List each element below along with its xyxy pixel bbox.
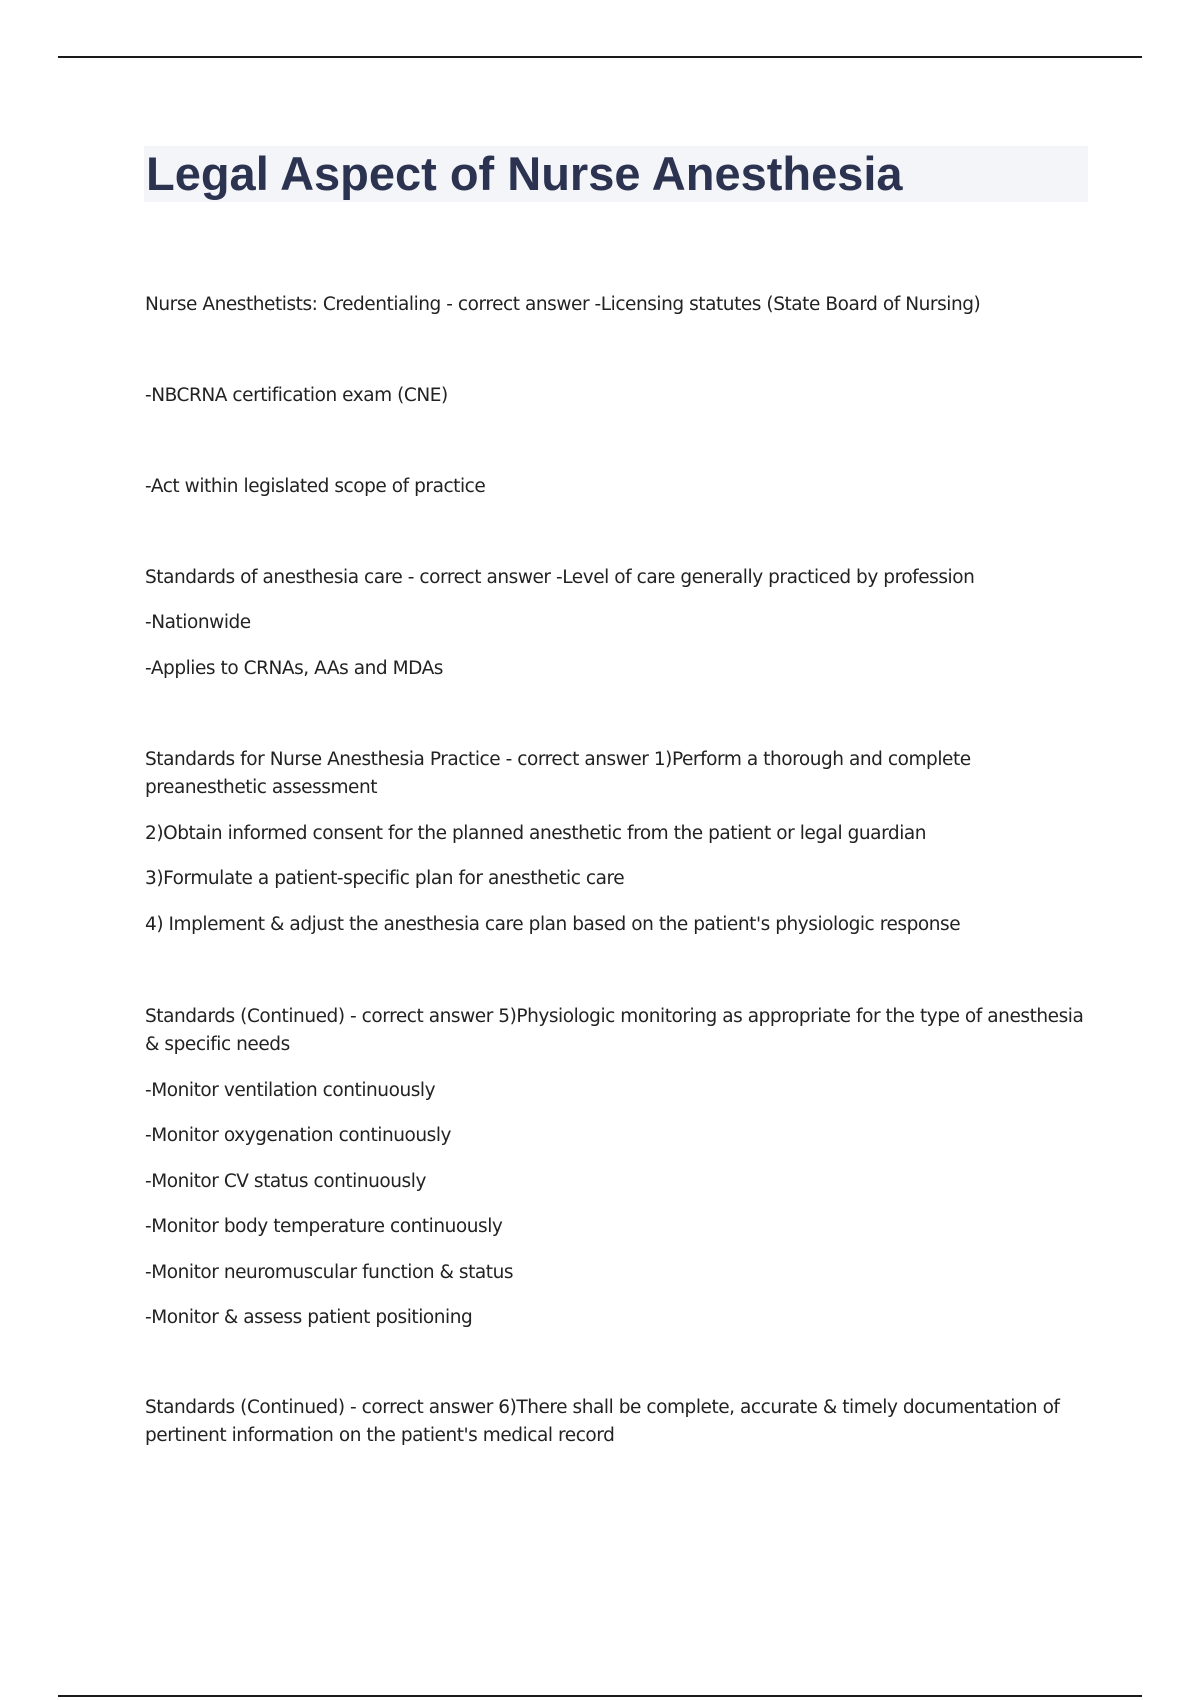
paragraph-monitor-temperature: -Monitor body temperature continuously bbox=[145, 1216, 503, 1237]
paragraph-practice-standard-2: 2)Obtain informed consent for the planned anesthetic from the patient or legal guardian bbox=[145, 823, 927, 844]
paragraph-scope-of-practice: -Act within legislated scope of practice bbox=[145, 476, 486, 497]
paragraph-practice-standard-1: Standards for Nurse Anesthesia Practice - correct answer 1)Perform a thorough and complete preanesthetic assessment bbox=[145, 749, 971, 798]
paragraph-practice-standard-4: 4) Implement & adjust the anesthesia care plan based on the patient's physiologic response bbox=[145, 914, 961, 935]
paragraph-monitor-ventilation: -Monitor ventilation continuously bbox=[145, 1080, 436, 1101]
paragraph-monitor-oxygenation: -Monitor oxygenation continuously bbox=[145, 1125, 452, 1146]
paragraph-standard-5: Standards (Continued) - correct answer 5)Physiologic monitoring as appropriate for the type of anesthesia & specific needs bbox=[145, 1006, 1084, 1055]
paragraph-monitor-cv: -Monitor CV status continuously bbox=[145, 1171, 426, 1192]
paragraph-monitor-positioning: -Monitor & assess patient positioning bbox=[145, 1307, 473, 1328]
top-rule bbox=[58, 56, 1142, 58]
paragraph-credentialing: Nurse Anesthetists: Credentialing - correct answer -Licensing statutes (State Board of Nursing) bbox=[145, 294, 981, 315]
paragraph-nbcrna-exam: -NBCRNA certification exam (CNE) bbox=[145, 385, 448, 406]
paragraph-nationwide: -Nationwide bbox=[145, 612, 251, 633]
document-title: Legal Aspect of Nurse Anesthesia bbox=[146, 147, 903, 200]
bottom-rule bbox=[58, 1695, 1142, 1697]
paragraph-standards-of-care: Standards of anesthesia care - correct answer -Level of care generally practiced by profession bbox=[145, 567, 975, 588]
paragraph-applies-to: -Applies to CRNAs, AAs and MDAs bbox=[145, 658, 443, 679]
paragraph-monitor-neuromuscular: -Monitor neuromuscular function & status bbox=[145, 1262, 514, 1283]
paragraph-standard-6: Standards (Continued) - correct answer 6)There shall be complete, accurate & timely documentation of pertinent information on the patient's medical record bbox=[145, 1397, 1060, 1446]
paragraph-practice-standard-3: 3)Formulate a patient-specific plan for anesthetic care bbox=[145, 868, 625, 889]
